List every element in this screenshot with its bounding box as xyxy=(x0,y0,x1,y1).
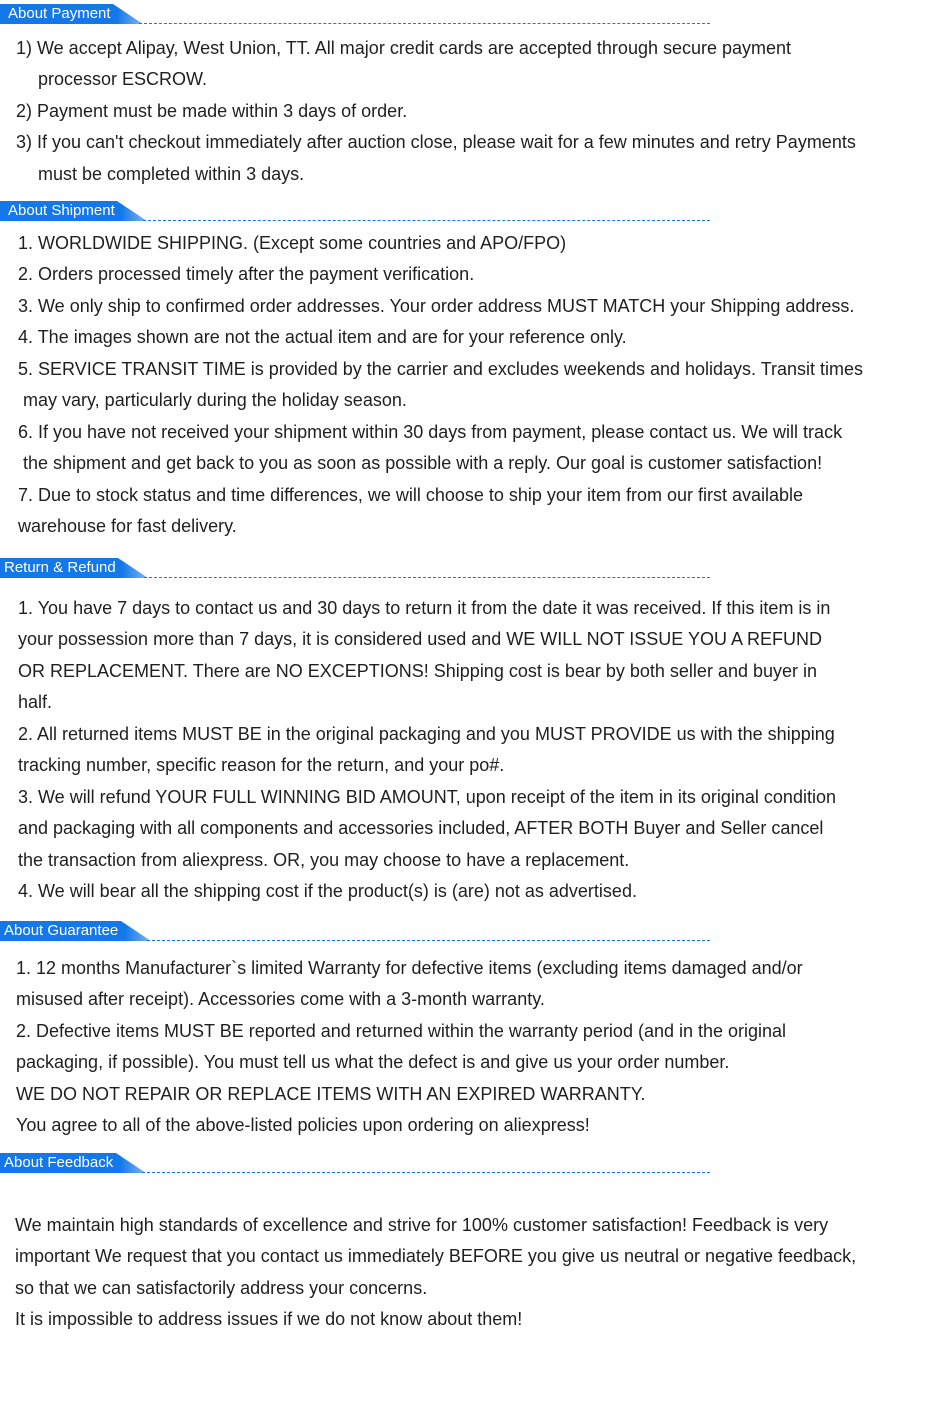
feedback-line: It is impossible to address issues if we do not know about them! xyxy=(15,1309,523,1329)
refund-line: 1. You have 7 days to contact us and 30 days to return it from the date it was received. If this item is in xyxy=(18,598,831,618)
section-tab-refund xyxy=(0,558,148,578)
payment-line: processor ESCROW. xyxy=(38,69,208,89)
section-header-shipment xyxy=(0,201,710,221)
guarantee-line: 1. 12 months Manufacturer`s limited Warranty for defective items (excluding items damaged and/or xyxy=(16,958,803,978)
section-divider-shipment xyxy=(143,220,710,221)
section-divider-feedback xyxy=(142,1172,710,1173)
section-divider-payment xyxy=(139,23,710,24)
feedback-line: We maintain high standards of excellence and strive for 100% customer satisfaction! Feedback is very xyxy=(15,1215,829,1235)
shipment-line: 4. The images shown are not the actual item and are for your reference only. xyxy=(18,327,627,347)
payment-line: 1) We accept Alipay, West Union, TT. All major credit cards are accepted through secure payment xyxy=(16,38,792,58)
shipment-line: 6. If you have not received your shipment within 30 days from payment, please contact us. We will track xyxy=(18,422,843,442)
section-title-refund: Return & Refund xyxy=(4,559,116,576)
section-title-feedback: About Feedback xyxy=(4,1154,114,1171)
shipment-line: warehouse for fast delivery. xyxy=(18,516,237,536)
refund-line: OR REPLACEMENT. There are NO EXCEPTIONS! Shipping cost is bear by both seller and buyer in xyxy=(18,661,818,681)
section-header-refund xyxy=(0,558,710,578)
refund-line: 3. We will refund YOUR FULL WINNING BID AMOUNT, upon receipt of the item in its original condition xyxy=(18,787,836,807)
refund-line: 2. All returned items MUST BE in the original packaging and you MUST PROVIDE us with the shipping xyxy=(18,724,835,744)
refund-line: and packaging with all components and accessories included, AFTER BOTH Buyer and Seller cancel xyxy=(18,818,824,838)
shipment-line: 5. SERVICE TRANSIT TIME is provided by the carrier and excludes weekends and holidays. Transit times xyxy=(18,359,864,379)
feedback-line: so that we can satisfactorily address your concerns. xyxy=(15,1278,428,1298)
section-divider-refund xyxy=(144,577,710,578)
feedback-line: important We request that you contact us immediately BEFORE you give us neutral or negative feedback, xyxy=(15,1246,857,1266)
shipment-line: 2. Orders processed timely after the payment verification. xyxy=(18,264,475,284)
refund-line: 4. We will bear all the shipping cost if the product(s) is (are) not as advertised. xyxy=(18,881,637,901)
section-title-guarantee: About Guarantee xyxy=(4,922,119,939)
shipment-line: 3. We only ship to confirmed order addresses. Your order address MUST MATCH your Shipping address. xyxy=(18,296,855,316)
payment-line: 2) Payment must be made within 3 days of order. xyxy=(16,101,408,121)
section-tab-feedback xyxy=(0,1153,146,1173)
shipment-line: 1. WORLDWIDE SHIPPING. (Except some countries and APO/FPO) xyxy=(18,233,567,253)
section-tab-guarantee xyxy=(0,921,151,941)
section-tab-payment xyxy=(0,4,143,24)
guarantee-line: You agree to all of the above-listed policies upon ordering on aliexpress! xyxy=(16,1115,590,1135)
section-header-payment xyxy=(0,4,710,24)
payment-line: must be completed within 3 days. xyxy=(38,164,305,184)
guarantee-line: WE DO NOT REPAIR OR REPLACE ITEMS WITH AN EXPIRED WARRANTY. xyxy=(16,1084,646,1104)
refund-line: tracking number, specific reason for the return, and your po#. xyxy=(18,755,505,775)
refund-line: the transaction from aliexpress. OR, you may choose to have a replacement. xyxy=(18,850,630,870)
refund-line: your possession more than 7 days, it is considered used and WE WILL NOT ISSUE YOU A REFUND xyxy=(18,629,823,649)
section-tab-shipment xyxy=(0,201,147,221)
guarantee-line: misused after receipt). Accessories come with a 3-month warranty. xyxy=(16,989,545,1009)
section-header-feedback xyxy=(0,1153,710,1173)
section-title-shipment: About Shipment xyxy=(8,202,115,219)
shipment-line: may vary, particularly during the holiday season. xyxy=(23,390,407,410)
section-title-payment: About Payment xyxy=(8,5,111,22)
guarantee-line: 2. Defective items MUST BE reported and returned within the warranty period (and in the original xyxy=(16,1021,787,1041)
section-divider-guarantee xyxy=(147,940,710,941)
guarantee-line: packaging, if possible). You must tell us what the defect is and give us your order number. xyxy=(16,1052,730,1072)
shipment-line: 7. Due to stock status and time differences, we will choose to ship your item from our first available xyxy=(18,485,804,505)
section-header-guarantee xyxy=(0,921,710,941)
shipment-line: the shipment and get back to you as soon as possible with a reply. Our goal is customer satisfaction! xyxy=(23,453,823,473)
refund-line: half. xyxy=(18,692,53,712)
payment-line: 3) If you can't checkout immediately after auction close, please wait for a few minutes and retry Payments xyxy=(16,132,856,152)
